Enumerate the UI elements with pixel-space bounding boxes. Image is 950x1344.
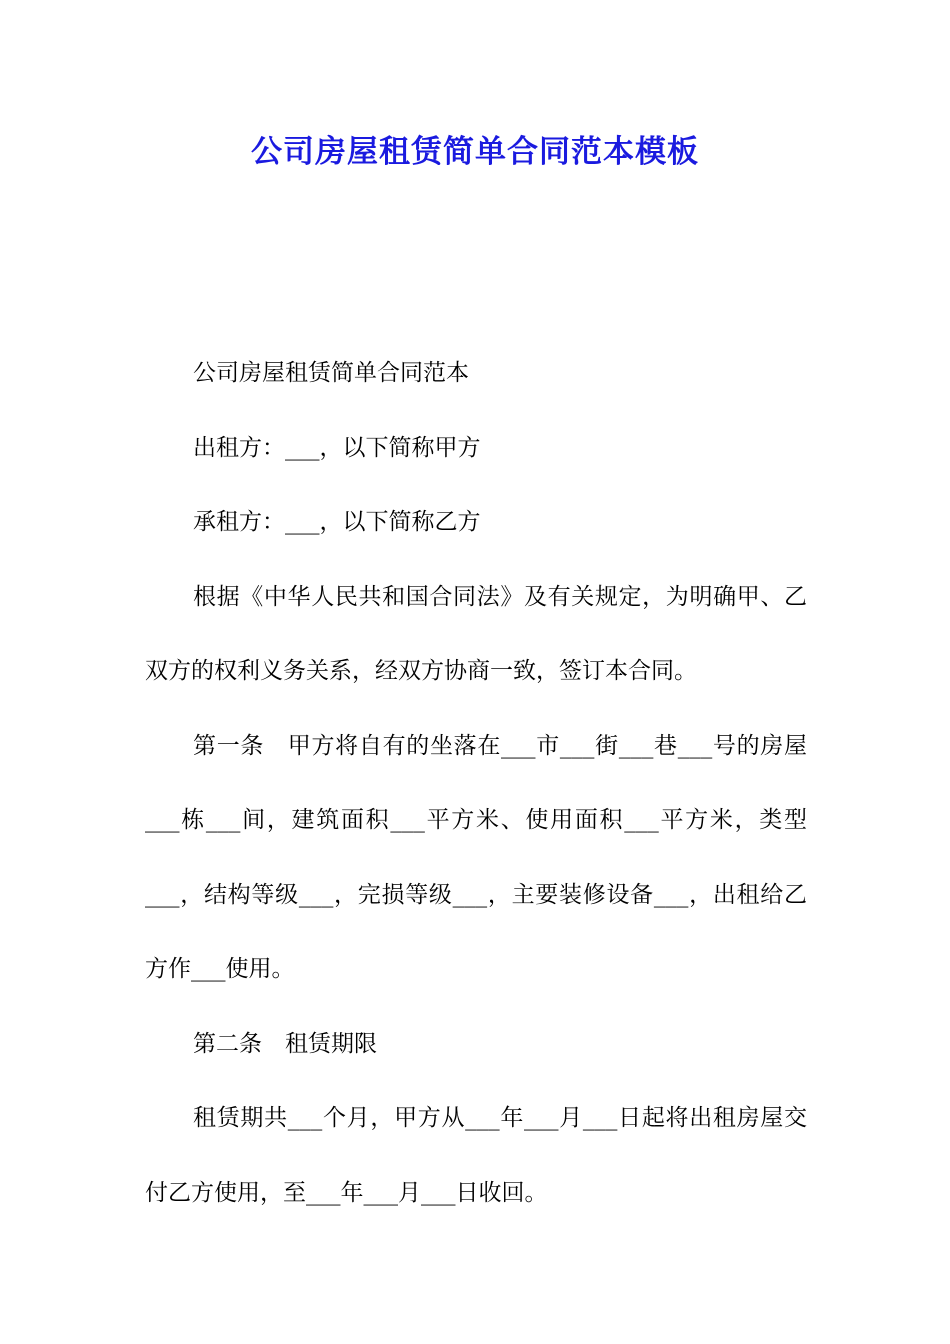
paragraph-article-2-heading: 第二条 租赁期限 (193, 1030, 377, 1057)
document-title: 公司房屋租赁简单合同范本模板 (251, 134, 699, 170)
paragraph-article-2-body: 租赁期共___个月，甲方从___年___月___日起将出租房屋交付乙方使用，至___年___月___日收回。 (145, 1105, 807, 1206)
paragraph-subtitle: 公司房屋租赁简单合同范本 (193, 360, 469, 386)
paragraph-article-1: 第一条 甲方将自有的坐落在___市___街___巷___号的房屋___栋___间，建筑面积___平方米、使用面积___平方米，类型___，结构等级___，完损等级___，主要装修设备___，出租给乙方作___使用。 (145, 732, 807, 982)
paragraph-preamble: 根据《中华人民共和国合同法》及有关规定，为明确甲、乙双方的权利义务关系，经双方协商一致，签订本合同。 (145, 583, 807, 684)
paragraph-lessee: 承租方：___，以下简称乙方 (193, 509, 481, 535)
document-body (145, 336, 807, 1230)
paragraph-lessor: 出租方：___，以下简称甲方 (193, 434, 481, 461)
